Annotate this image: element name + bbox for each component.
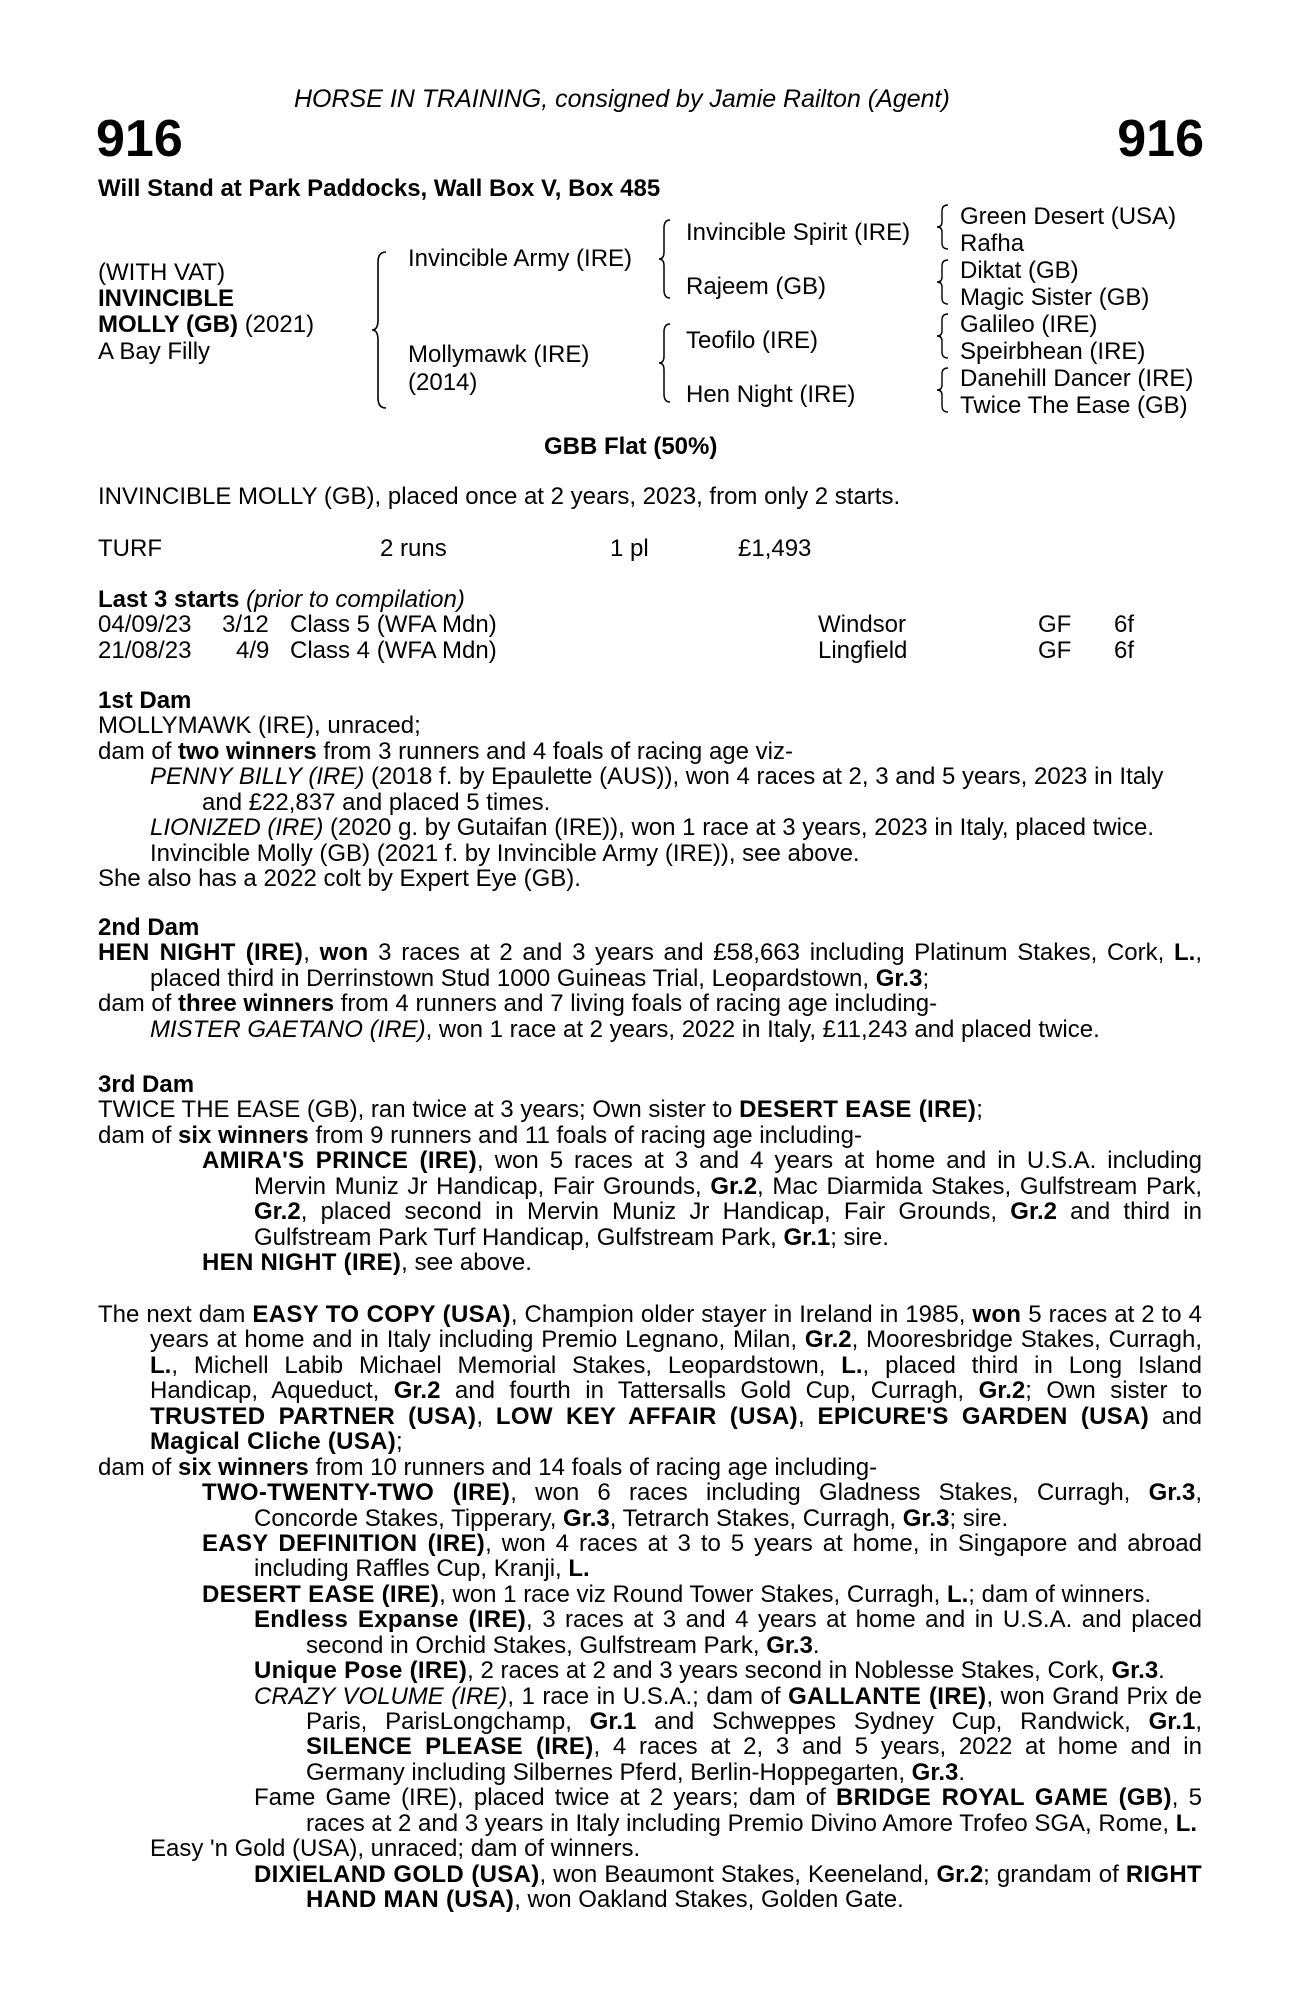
produce-unique-pose: Unique Pose (IRE), 2 races at 2 and 3 years second in Noblesse Stakes, Cork, Gr.3. [254,1657,1165,1685]
produce-dixieland-gold: DIXIELAND GOLD (USA), won Beaumont Stakes, Keeneland, Gr.2; grandam of RIGHT HAND MAN (USA), won Oakland Stakes, Golden Gate. [254,1860,1202,1914]
pedigree-sdd: Magic Sister (GB) [960,284,1150,311]
gbb-note: GBB Flat (50%) [544,433,718,460]
third-dam-produce-line: dam of six winners from 9 runners and 11 foals of racing age including- [98,1121,862,1149]
produce-two-twenty-two: TWO-TWENTY-TWO (IRE), won 6 races including Gladness Stakes, Curragh, Gr.3, Concorde Stakes, Tipperary, Gr.3, Tetrarch Stakes, Curragh, Gr.3; sire. [202,1479,1202,1532]
first-dam-section [98,688,1202,892]
horse-name-line1: INVINCIBLE [98,285,235,312]
third-dam-section [98,1072,1202,1276]
record-surface: TURF [98,535,162,562]
last-start-pos: 3/12 [222,611,269,638]
produce-easy-n-gold: Easy 'n Gold (USA), unraced; dam of winners. [150,1835,641,1863]
last-start-course: Windsor [818,611,907,638]
produce-amiras-prince: AMIRA'S PRINCE (IRE), won 5 races at 3 and 4 years at home and in U.S.A. including Mervin Muniz Jr Handicap, Fair Grounds, Gr.2, Mac Diarmida Stakes, Gulfstream Park, Gr.2, placed second in Mervin Muniz Jr Handicap, Fair Grounds, Gr.2 and third in Gulfstream Park Turf Handicap, Gulfstream Park, Gr.1; sire. [202,1147,1202,1251]
produce-endless-expanse: Endless Expanse (IRE), 3 races at 3 and 4 years at home and in U.S.A. and placed second in Orchid Stakes, Gulfstream Park, Gr.3. [254,1606,1202,1659]
produce-fame-game: Fame Game (IRE), placed twice at 2 years; dam of BRIDGE ROYAL GAME (GB), 5 races at 2 and 3 years in Italy including Premio Divino Amore Trofeo SGA, Rome, L. [254,1784,1202,1837]
pedigree-dam-year: (2014) [408,369,478,396]
pedigree-sire: Invincible Army (IRE) [408,245,633,272]
record-earnings: £1,493 [738,535,812,562]
pedigree-sire-sire: Invincible Spirit (IRE) [686,219,911,246]
first-dam-produce-line: dam of two winners from 3 runners and 4 foals of racing age viz- [98,737,793,765]
next-dam-line: The next dam EASY TO COPY (USA), Champion older stayer in Ireland in 1985, won 5 races at 2 to 4 years at home and in Italy including Premio Legnano, Milan, Gr.2, Mooresbridge Stakes, Curragh, L., Michell Labib Michael Memorial Stakes, Leopardstown, L., placed third in Long Island Handicap, Aqueduct, Gr.2 and fourth in Tattersalls Gold Cup, Curragh, Gr.2; Own sister to TRUSTED PARTNER (USA), LOW KEY AFFAIR (USA), EPICURE'S GARDEN (USA) and Magical Cliche (USA); [98,1301,1203,1456]
consignment-line: HORSE IN TRAINING, consigned by Jamie Railton (Agent) [294,85,950,113]
stand-location: Will Stand at Park Paddocks, Wall Box V, Box 485 [98,175,661,202]
lot-number-left: 916 [96,110,183,168]
produce-lionized: LIONIZED (IRE) (2020 g. by Gutaifan (IRE)), won 1 race at 3 years, 2023 in Italy, placed twice. [150,814,1154,842]
record-placed: 1 pl [610,535,649,562]
produce-crazy-volume: CRAZY VOLUME (IRE), 1 race in U.S.A.; dam of GALLANTE (IRE), won Grand Prix de Paris, ParisLongchamp, Gr.1 and Schweppes Sydney Cup, Randwick, Gr.1, SILENCE PLEASE (IRE), 4 races at 2, 3 and 5 years, 2022 at home and in Germany including Silbernes Pferd, Berlin-Hoppegarten, Gr.3. [254,1682,1202,1786]
pedigree-ddd: Twice The Ease (GB) [960,392,1188,419]
third-dam-title: 3rd Dam [98,1071,195,1098]
last-start-pos: 4/9 [236,637,270,664]
lot-number-right: 916 [1117,110,1204,168]
produce-penny-billy: PENNY BILLY (IRE) (2018 f. by Epaulette (AUS)), won 4 races at 2, 3 and 5 years, 2023 in Italy and £22,837 and placed 5 times. [150,763,1164,816]
last-start-class: Class 4 (WFA Mdn) [290,637,497,664]
last-start-going: GF [1038,611,1072,638]
pedigree-brace-sire [658,218,672,300]
next-dam-produce-line: dam of six winners from 10 runners and 14 foals of racing age including- [98,1453,878,1481]
pedigree-brace-sd [936,258,950,306]
pedigree-sire-dam: Rajeem (GB) [686,273,827,300]
pedigree-brace-ds [936,312,950,360]
pedigree-dds: Danehill Dancer (IRE) [960,365,1194,392]
pedigree-sds: Diktat (GB) [960,257,1079,284]
pedigree-dss: Galileo (IRE) [960,311,1098,338]
pedigree-dam-sire: Teofilo (IRE) [686,327,819,354]
vat-note: (WITH VAT) [98,259,226,286]
third-dam-line: TWICE THE EASE (GB), ran twice at 3 years; Own sister to DESERT EASE (IRE); [98,1096,983,1124]
second-dam-section [98,915,1202,1042]
produce-invincible-molly: Invincible Molly (GB) (2021 f. by Invincible Army (IRE)), see above. [150,839,860,867]
pedigree-brace-main [370,250,388,410]
produce-easy-definition: EASY DEFINITION (IRE), won 4 races at 3 to 5 years at home, in Singapore and abroad including Raffles Cup, Kranji, L. [202,1529,1202,1583]
pedigree-dam: Mollymawk (IRE) [408,341,590,368]
produce-mister-gaetano: MISTER GAETANO (IRE), won 1 race at 2 years, 2022 in Italy, £11,243 and placed twice. [150,1015,1100,1043]
first-dam-line: MOLLYMAWK (IRE), unraced; [98,712,421,740]
pedigree-brace-dam [658,322,672,404]
horse-description: A Bay Filly [98,338,211,365]
pedigree-sss: Green Desert (USA) [960,203,1177,230]
second-dam-line: HEN NIGHT (IRE), won 3 races at 2 and 3 years and £58,663 including Platinum Stakes, Cork, L., placed third in Derrinstown Stud 1000 Guineas Trial, Leopardstown, Gr.3; [98,939,1202,992]
next-dam-section [98,1302,1202,1913]
first-dam-note: She also has a 2022 colt by Expert Eye (GB). [98,865,581,893]
last-start-going: GF [1038,637,1072,664]
produce-hen-night: HEN NIGHT (IRE), see above. [202,1249,532,1277]
pedigree-ssd: Rafha [960,230,1025,257]
summary-line: INVINCIBLE MOLLY (GB), placed once at 2 years, 2023, from only 2 starts. [98,483,901,510]
second-dam-produce-line: dam of three winners from 4 runners and 7 living foals of racing age including- [98,990,938,1018]
last-starts-title: Last 3 starts (prior to compilation) [98,586,465,613]
last-start-distance: 6f [1114,637,1135,664]
last-start-date: 04/09/23 [98,611,192,638]
last-start-date: 21/08/23 [98,637,192,664]
pedigree-dam-dam: Hen Night (IRE) [686,381,856,408]
pedigree-brace-dd [936,366,950,414]
pedigree-dsd: Speirbhean (IRE) [960,338,1146,365]
record-runs: 2 runs [380,535,447,562]
last-start-class: Class 5 (WFA Mdn) [290,611,497,638]
last-start-distance: 6f [1114,611,1135,638]
pedigree-brace-ss [936,203,950,251]
first-dam-title: 1st Dam [98,687,192,714]
second-dam-title: 2nd Dam [98,914,200,941]
horse-name-line2: MOLLY (GB) (2021) [98,311,315,338]
last-start-course: Lingfield [818,637,908,664]
produce-desert-ease: DESERT EASE (IRE), won 1 race viz Round Tower Stakes, Curragh, L.; dam of winners. [202,1580,1152,1608]
